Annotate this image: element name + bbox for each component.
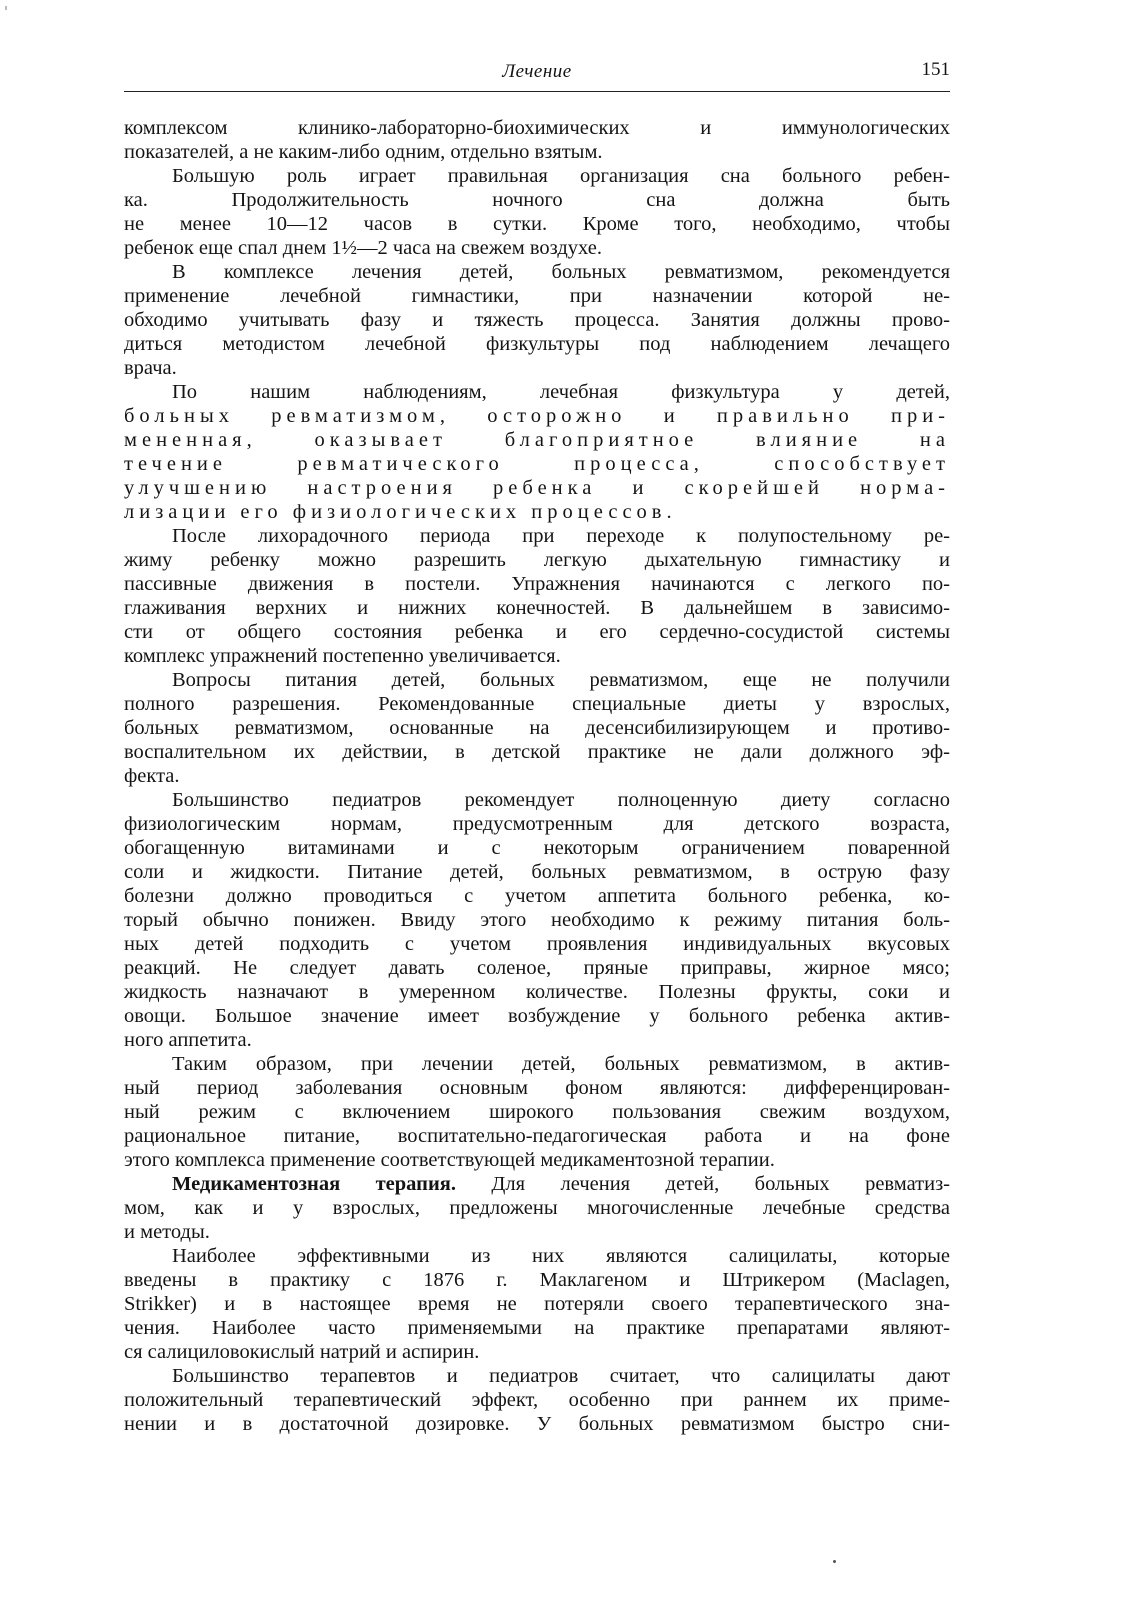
text-line: В комплексе лечения детей, больных ревматизмом, рекомендуется bbox=[172, 261, 950, 283]
text-line: физиологическим нормам, предусмотренным для детского возраста, bbox=[124, 813, 950, 835]
text-line: мененная, оказывает благоприятное влияние на bbox=[124, 429, 950, 451]
text-line: Таким образом, при лечении детей, больных ревматизмом, в актив- bbox=[172, 1053, 950, 1075]
scan-speck bbox=[5, 6, 7, 10]
text-line: показателей, а не каким-либо одним, отдельно взятым. bbox=[124, 141, 603, 163]
text-line: болезни должно проводиться с учетом аппетита больного ребенка, ко- bbox=[124, 885, 950, 907]
text-line: течение ревматического процесса, способствует bbox=[124, 453, 950, 475]
text-line: реакций. Не следует давать соленое, пряные приправы, жирное мясо; bbox=[124, 957, 950, 979]
header-rule bbox=[124, 91, 950, 92]
text-line: Большинство педиатров рекомендует полноценную диету согласно bbox=[172, 789, 950, 811]
text-line: комплексом клинико-лабораторно-биохимических и иммунологических bbox=[124, 117, 950, 139]
text-line: комплекс упражнений постепенно увеличивается. bbox=[124, 645, 561, 667]
text-line: пассивные движения в постели. Упражнения начинаются с легкого по- bbox=[124, 573, 950, 595]
text-line: Большинство терапевтов и педиатров считает, что салицилаты дают bbox=[172, 1365, 950, 1387]
text-line: улучшению настроения ребенка и скорейшей норма- bbox=[124, 477, 950, 499]
text-line: обогащенную витаминами и с некоторым ограничением поваренной bbox=[124, 837, 950, 859]
text-line: больных ревматизмом, основанные на десенсибилизирующем и противо- bbox=[124, 717, 950, 739]
text-line: ся салициловокислый натрий и аспирин. bbox=[124, 1341, 480, 1363]
text-line: Медикаментозная терапия. Для лечения детей, больных ревматиз- bbox=[172, 1173, 950, 1195]
section-heading: Медикаментозная терапия. bbox=[172, 1173, 456, 1195]
text-line: нении и в достаточной дозировке. У больных ревматизмом быстро сни- bbox=[124, 1413, 950, 1435]
text-line: Большую роль играет правильная организация сна больного ребен- bbox=[172, 165, 950, 187]
text-line: Наиболее эффективными из них являются салицилаты, которые bbox=[172, 1245, 950, 1267]
text-line: и методы. bbox=[124, 1221, 210, 1243]
text-line: больных ревматизмом, осторожно и правильно при- bbox=[124, 405, 950, 427]
text-line: положительный терапевтический эффект, особенно при раннем их приме- bbox=[124, 1389, 950, 1411]
scan-speck bbox=[833, 1560, 836, 1563]
text-line: применение лечебной гимнастики, при назначении которой не- bbox=[124, 285, 950, 307]
text-line: ребенок еще спал днем 1½—2 часа на свежем воздухе. bbox=[124, 237, 603, 259]
text-line: лизации его физиологических процессов. bbox=[124, 501, 677, 523]
text-line: ного аппетита. bbox=[124, 1029, 252, 1051]
text-line: введены в практику с 1876 г. Маклагеном и Штрикером (Maclagen, bbox=[124, 1269, 950, 1291]
running-title: Лечение bbox=[502, 61, 572, 82]
text-line: воспалительном их действии, в детской практике не дали должного эф- bbox=[124, 741, 950, 763]
text-line: сти от общего состояния ребенка и его сердечно-сосудистой системы bbox=[124, 621, 950, 643]
text-line: Strikker) и в настоящее время не потеряли своего терапевтического зна- bbox=[124, 1293, 950, 1315]
text-line: фекта. bbox=[124, 765, 180, 787]
text-line: овощи. Большое значение имеет возбуждение у больного ребенка актив- bbox=[124, 1005, 950, 1027]
text-line: диться методистом лечебной физкультуры под наблюдением лечащего bbox=[124, 333, 950, 355]
text-line: не менее 10—12 часов в сутки. Кроме того, необходимо, чтобы bbox=[124, 213, 950, 235]
text-line: жидкость назначают в умеренном количестве. Полезны фрукты, соки и bbox=[124, 981, 950, 1003]
text-line: этого комплекса применение соответствующей медикаментозной терапии. bbox=[124, 1149, 775, 1171]
text-line: По нашим наблюдениям, лечебная физкультура у детей, bbox=[172, 381, 950, 403]
text-line: рациональное питание, воспитательно-педагогическая работа и на фоне bbox=[124, 1125, 950, 1147]
page-number: 151 bbox=[921, 59, 950, 80]
body-text bbox=[124, 116, 950, 1436]
page-header bbox=[124, 59, 950, 87]
text-line: мом, как и у взрослых, предложены многочисленные лечебные средства bbox=[124, 1197, 950, 1219]
text-line: глаживания верхних и нижних конечностей. В дальнейшем в зависимо- bbox=[124, 597, 950, 619]
text-line: соли и жидкости. Питание детей, больных ревматизмом, в острую фазу bbox=[124, 861, 950, 883]
text-line: врача. bbox=[124, 357, 177, 379]
text-line: ный период заболевания основным фоном являются: дифференцирован- bbox=[124, 1077, 950, 1099]
text-line: Вопросы питания детей, больных ревматизмом, еще не получили bbox=[172, 669, 950, 691]
text-line: жиму ребенку можно разрешить легкую дыхательную гимнастику и bbox=[124, 549, 950, 571]
text-line: ных детей подходить с учетом проявления индивидуальных вкусовых bbox=[124, 933, 950, 955]
text-line: ка. Продолжительность ночного сна должна быть bbox=[124, 189, 950, 211]
text-line: полного разрешения. Рекомендованные специальные диеты у взрослых, bbox=[124, 693, 950, 715]
text-line: торый обычно понижен. Ввиду этого необходимо к режиму питания боль- bbox=[124, 909, 950, 931]
text-line: После лихорадочного периода при переходе к полупостельному ре- bbox=[172, 525, 950, 547]
text-line: ный режим с включением широкого пользования свежим воздухом, bbox=[124, 1101, 950, 1123]
text-line: чения. Наиболее часто применяемыми на практике препаратами являют- bbox=[124, 1317, 950, 1339]
text-line: обходимо учитывать фазу и тяжесть процесса. Занятия должны прово- bbox=[124, 309, 950, 331]
